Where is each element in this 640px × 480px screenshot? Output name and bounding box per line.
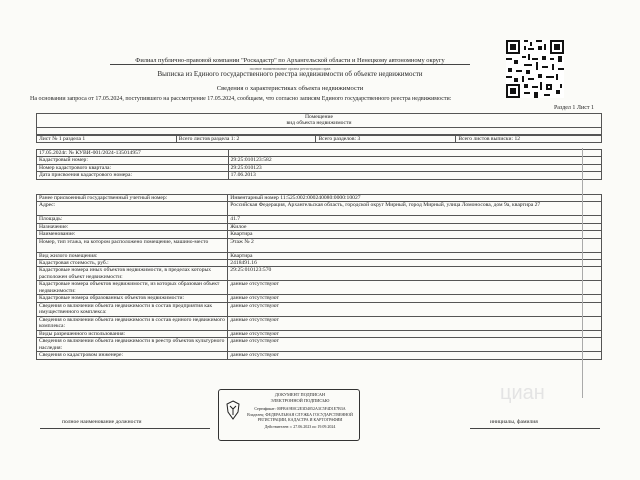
row-label: Вид жилого помещения: (37, 252, 228, 259)
digital-signature-stamp (218, 389, 360, 441)
stamp-subtitle: ЭЛЕКТРОННОЙ ПОДПИСЬЮ (270, 398, 330, 403)
sheet-info-table (36, 135, 602, 143)
table-row (37, 202, 602, 216)
stamp-owner: Владелец: ФЕДЕРАЛЬНАЯ СЛУЖБА ГОСУДАРСТВЕННОЙ (247, 412, 353, 417)
row-label: Сведения о кадастровом инженере: (37, 352, 228, 359)
row-value: Квартира (228, 252, 602, 259)
table-row (37, 281, 602, 295)
name-line (470, 428, 600, 429)
table-row (37, 295, 602, 302)
total-extract-sheets: Всего листов выписки: 12 (456, 136, 602, 143)
row-label: Сведения о включении объекта недвижимости в реестр объектов культурного наследия: (37, 338, 228, 352)
details-table (36, 194, 602, 360)
row-value: данные отсутствуют (228, 281, 602, 295)
stamp-certificate: Сертификат: 00FBA9E0C2E3D4052A3C5F4D1E7B3A (254, 406, 346, 411)
table-row (37, 316, 602, 330)
row-label: Виды разрешенного использования: (37, 330, 228, 337)
table-row (37, 238, 602, 252)
coat-of-arms-icon (224, 400, 242, 420)
table-row (37, 338, 602, 352)
watermark: циан (500, 382, 545, 404)
registry-table (36, 149, 602, 180)
row-value: данные отсутствуют (228, 295, 602, 302)
row-label: Сведения о включении объекта недвижимости в состав единого недвижимого комплекса: (37, 316, 228, 330)
stamp-title: ДОКУМЕНТ ПОДПИСАН (274, 392, 326, 397)
row-value: данные отсутствуют (228, 316, 602, 330)
row-label: Кадастровые номера образованных объектов недвижимости: (37, 295, 228, 302)
sheet-label: Раздел 1 Лист 1 (553, 105, 594, 111)
row-value: Российская Федерация, Архангельская область, городской округ Мирный, город Мирный, улица Ломоносова, дом 9а, квартира 27 (228, 202, 602, 216)
stamp-owner-cont: РЕГИСТРАЦИИ, КАДАСТРА И КАРТОГРАФИИ (257, 417, 343, 422)
table-row (37, 302, 602, 316)
row-label: Площадь: (37, 216, 228, 223)
table-row (37, 267, 602, 281)
right-margin-line (582, 148, 583, 398)
row-value: данные отсутствуют (228, 352, 602, 359)
row-value: 17.06.2013 (228, 172, 601, 179)
basis-text: На основании запроса от 17.05.2024, поступившего на рассмотрение 17.05.2024, сообщаем, что согласно записям Единого государственного реестра недвижимости: (30, 96, 452, 102)
table-row (37, 252, 602, 259)
row-label: Номер, тип этажа, на котором расположено помещение, машино-место (37, 238, 228, 252)
total-sections: Всего разделов: 3 (316, 136, 456, 143)
row-value: данные отсутствуют (228, 302, 602, 316)
row-value: 41.7 (228, 216, 602, 223)
row-label: Кадастровый номер: (37, 157, 229, 164)
row-label: Номер кадастрового квартала: (37, 164, 229, 171)
object-type-table (36, 113, 602, 135)
row-label: Дата присвоения кадастрового номера: (37, 172, 229, 179)
spacer-cell (37, 127, 602, 134)
row-value: Этаж № 2 (228, 238, 602, 252)
position-line (40, 428, 210, 429)
row-value: данные отсутствуют (228, 338, 602, 352)
row-value: Инвентарный номер 11:525:002:000240080:0000:10027 (228, 195, 602, 202)
organization-caption: полное наименование органа регистрации прав (249, 66, 331, 71)
row-value: 2418491.16 (228, 260, 602, 267)
table-row (37, 223, 602, 230)
row-label: Назначение: (37, 223, 228, 230)
stamp-validity: Действителен: с 27.06.2023 по 19.09.2024 (264, 424, 336, 429)
row-label: Кадастровые номера иных объектов недвижимости, в пределах которых расположен объект недвижимости: (37, 267, 228, 281)
row-value: Квартира (228, 231, 602, 238)
table-row (37, 231, 602, 238)
qr-code-icon (506, 40, 564, 98)
table-row (37, 260, 602, 267)
table-row (37, 172, 602, 179)
row-label: Кадастровая стоимость, руб.: (37, 260, 228, 267)
row-label: Ранее присвоенный государственный учетный номер: (37, 195, 228, 202)
object-type: Помещение (37, 114, 602, 121)
row-value: данные отсутствуют (228, 330, 602, 337)
table-row (37, 330, 602, 337)
name-caption: инициалы, фамилия (490, 419, 538, 425)
row-label: 17.05.2024г. № КУВИ-001/2024-135014957 (37, 150, 229, 157)
row-value: 29:25:010123:570 (228, 267, 602, 281)
total-section-sheets: Всего листов раздела 1: 2 (176, 136, 316, 143)
table-row (37, 195, 602, 202)
sheet-number: Лист № 1 раздела 1 (37, 136, 177, 143)
row-label: Сведения о включении объекта недвижимости в состав предприятия как имущественного комплекса: (37, 302, 228, 316)
extract-title: Выписка из Единого государственного реестра недвижимости об объекте недвижимости (157, 70, 423, 78)
table-row (37, 164, 602, 171)
row-value (228, 150, 601, 157)
object-type-caption: вид объекта недвижимости (37, 120, 602, 127)
position-caption: полное наименование должности (62, 419, 142, 425)
row-label: Кадастровые номера объектов недвижимости, из которых образован объект недвижимости: (37, 281, 228, 295)
row-value: 29:25:010123:582 (228, 157, 601, 164)
section-title: Сведения о характеристиках объекта недвижимости (216, 85, 364, 92)
row-label: Наименование: (37, 231, 228, 238)
table-row (37, 157, 602, 164)
table-row (37, 150, 602, 157)
row-label: Адрес: (37, 202, 228, 216)
table-row (37, 216, 602, 223)
row-value: 29:25:010123 (228, 164, 601, 171)
table-row (37, 352, 602, 359)
row-value: Жилое (228, 223, 602, 230)
organization-name: Филиал публично-правовой компании "Роскадастр" по Архангельской области и Ненецкому автономному округу (135, 57, 445, 64)
